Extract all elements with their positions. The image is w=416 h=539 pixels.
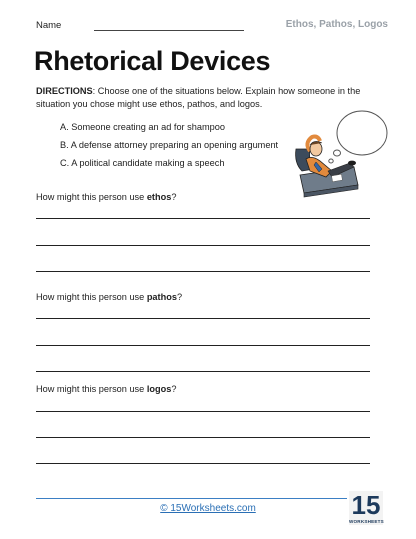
option-a: A. Someone creating an ad for shampoo xyxy=(60,122,225,132)
answer-line[interactable] xyxy=(36,245,370,246)
brand-logo xyxy=(349,491,383,525)
directions-label: DIRECTIONS xyxy=(36,86,93,96)
answer-line[interactable] xyxy=(36,437,370,438)
thinking-man-at-desk-icon xyxy=(292,105,392,200)
footer-link[interactable]: © 15Worksheets.com xyxy=(160,503,256,514)
term-ethos: ethos xyxy=(146,192,172,202)
term-pathos: pathos xyxy=(146,292,177,302)
answer-line[interactable] xyxy=(36,371,370,372)
answer-line[interactable] xyxy=(36,345,370,346)
directions-text: : Choose one of the situations below. Explain how someone in the situation you chose might use ethos, pathos, and logos. xyxy=(36,86,361,110)
logo-label: WORKSHEETS xyxy=(349,519,384,524)
worksheet-topic: Ethos, Pathos, Logos xyxy=(285,19,388,30)
question-ethos: How might this person use ethos? xyxy=(36,192,177,202)
answer-line[interactable] xyxy=(36,463,370,464)
option-c: C. A political candidate making a speech xyxy=(60,158,225,169)
footer-divider xyxy=(36,498,347,499)
question-logos: How might this person use logos? xyxy=(36,384,177,394)
worksheet-header xyxy=(36,18,392,34)
logo-number: 15 xyxy=(351,490,381,520)
answer-line[interactable] xyxy=(36,271,370,272)
option-b: B. A defense attorney preparing an opening argument xyxy=(60,140,279,151)
name-line[interactable] xyxy=(94,30,244,31)
answer-line[interactable] xyxy=(36,411,370,412)
page-title: Rhetorical Devices xyxy=(34,46,271,76)
situation-options xyxy=(60,118,278,173)
answer-line[interactable] xyxy=(36,318,370,319)
answer-line[interactable] xyxy=(36,218,370,219)
question-pathos: How might this person use pathos? xyxy=(36,292,183,302)
name-label: Name xyxy=(36,20,62,31)
term-logos: logos xyxy=(146,384,172,394)
thought-bubble-icon xyxy=(329,111,387,163)
